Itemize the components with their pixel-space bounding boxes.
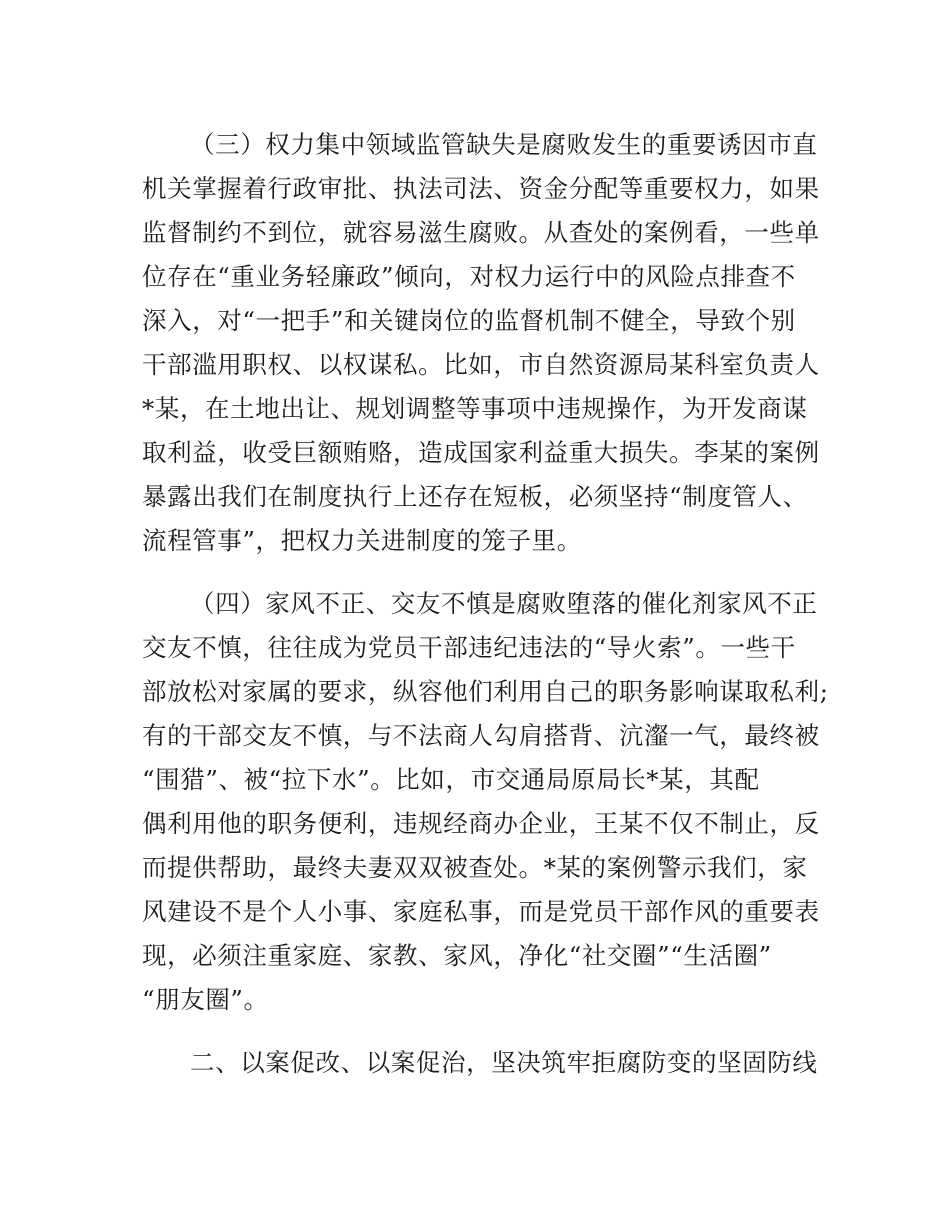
paragraph-line: 暴露出我们在制度执行上还存在短板，必须坚持“制度管人、 <box>142 482 808 511</box>
paragraph-line: 而提供帮助，最终夫妻双双被查处。*某的案例警示我们，家 <box>142 853 808 882</box>
paragraph-line: 交友不慎，往往成为党员干部违纪违法的“导火索”。一些干 <box>142 633 796 662</box>
paragraph-line: 深入，对“一把手”和关键岗位的监督机制不健全，导致个别 <box>142 306 796 335</box>
paragraph-line: （三）权力集中领域监管缺失是腐败发生的重要诱因市直 <box>190 130 818 159</box>
paragraph-line: （四）家风不正、交友不慎是腐败堕落的催化剂家风不正 <box>190 589 818 618</box>
paragraph-line: 取利益，收受巨额贿赂，造成国家利益重大损失。李某的案例 <box>142 438 820 467</box>
paragraph-line: 有的干部交友不慎，与不法商人勾肩搭背、沆瀣一气，最终被 <box>142 721 820 750</box>
paragraph-line: 机关掌握着行政审批、执法司法、资金分配等重要权力，如果 <box>142 174 820 203</box>
paragraph-line: *某，在土地出让、规划调整等事项中违规操作，为开发商谋 <box>142 394 808 423</box>
paragraph-line: 监督制约不到位，就容易滋生腐败。从查处的案例看，一些单 <box>142 218 820 247</box>
paragraph-line: 部放松对家属的要求，纵容他们利用自己的职务影响谋取私利; <box>142 677 829 706</box>
paragraph-line: “围猎”、被“拉下水”。比如，市交通局原局长*某，其配 <box>142 765 760 794</box>
paragraph-line: 偶利用他的职务便利，违规经商办企业，王某不仅不制止，反 <box>142 809 820 838</box>
paragraph-line: 位存在“重业务轻廉政”倾向，对权力运行中的风险点排查不 <box>142 262 796 291</box>
paragraph-line: 现，必须注重家庭、家教、家风，净化“社交圈”“生活圈” <box>142 941 772 970</box>
paragraph-line: 干部滥用职权、以权谋私。比如，市自然资源局某科室负责人 <box>142 350 820 379</box>
section-heading: 二、以案促改、以案促治，坚决筑牢拒腐防变的坚固防线 <box>190 1048 818 1077</box>
paragraph-line: “朋友圈”。 <box>142 985 269 1014</box>
paragraph-line: 风建设不是个人小事、家庭私事，而是党员干部作风的重要表 <box>142 897 820 926</box>
paragraph-line: 流程管事”，把权力关进制度的笼子里。 <box>142 526 582 555</box>
